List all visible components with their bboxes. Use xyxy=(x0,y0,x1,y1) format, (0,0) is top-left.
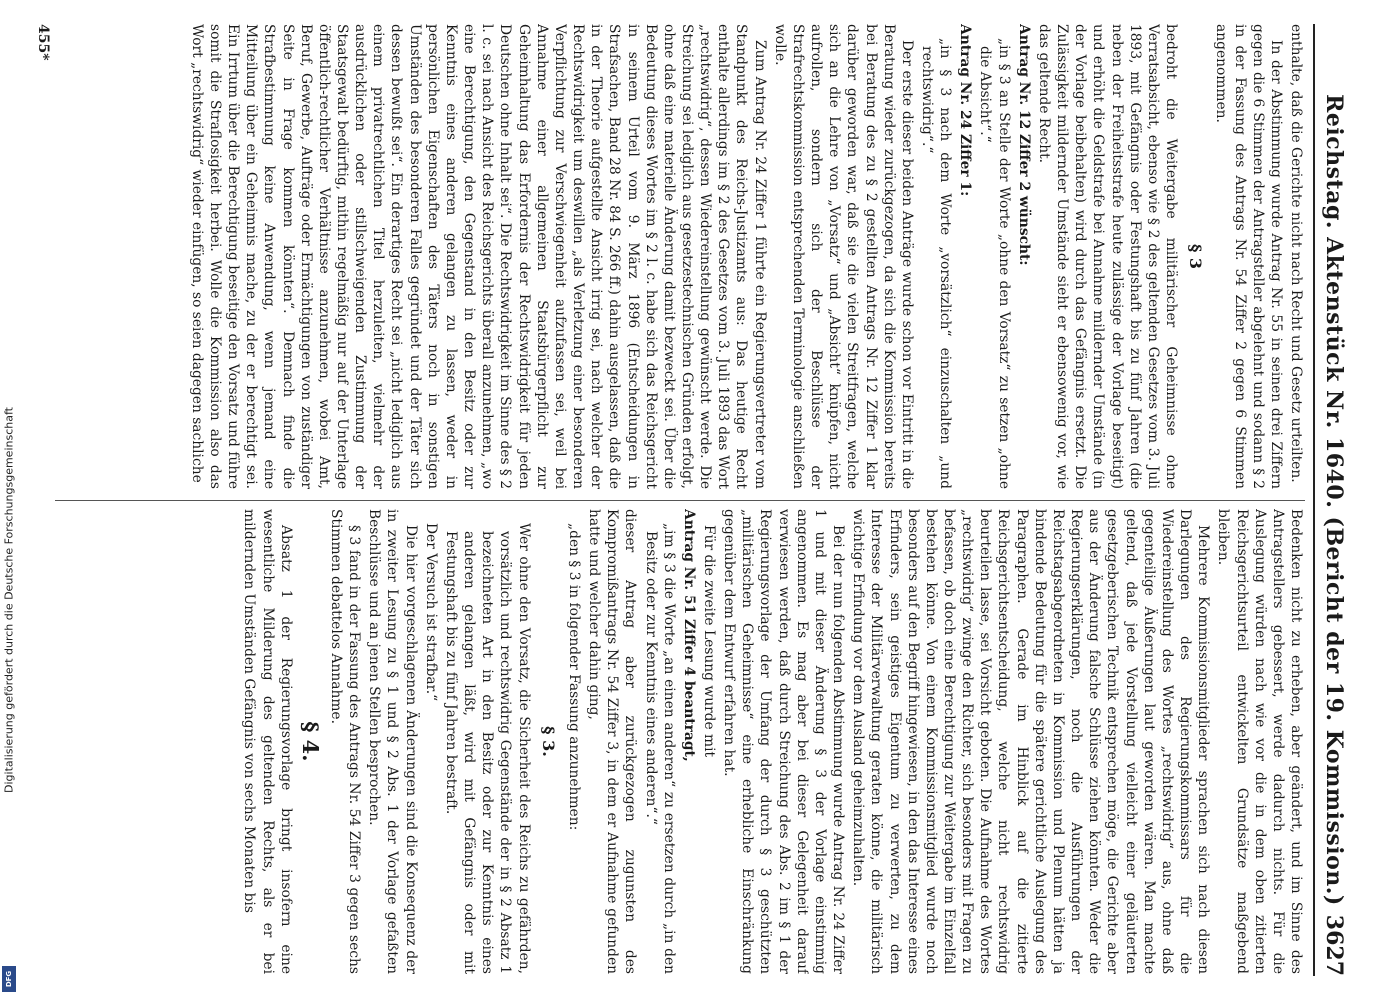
section-heading-4: § 4. xyxy=(297,721,323,762)
header-title: Reichstag. Aktenstück Nr. 1640. (Bericht der 19. Kommission.) xyxy=(1321,94,1347,906)
paragraph: „den § 3 in folgender Fassung anzunehmen: xyxy=(565,523,582,831)
paragraph: Zum Antrag Nr. 24 Ziffer 1 führte ein Regierungsvertreter vom Standpunkt des Reichs-Justizamts aus: Das heutige Recht enthalte allerdings im § 2 des Gesetzes vom 3. Juli 1893 das Wort „rechtswidrig“, dessen Wiedereinstellung gewünscht werde. Die Streichung sei lediglich aus gesetzestechnischen Gründen erfolgt, ohne daß eine materielle Änderung damit bezweckt sei. Über die Bedeutung dieses Wortes im § 2 l. c. habe sich das Reichsgericht in seinem Urteil vom 9. März 1896 (Entscheidungen in Strafsachen, Band 28 Nr. 84 S. 266 ff.) dahin ausgelassen, daß die in der Theorie aufgestellte Ansicht irrig sei, nach welcher der Rechtswidrigkeit um deswillen „als Verletzung einer besonderen Verpflichtung zur Verschwiegenheit aufzufassen sei, weil bei Annahme einer allgemeinen Staatsbürgerpflicht zur Geheimhaltung das Erfordernis der Rechtswidrigkeit für jeden Deutschen ohne Inhalt sei“. Die Rechtswidrigkeit im Sinne des § 2 l. c. sei nach Ansicht des Reichsgerichts überall anzunehmen, „wo eine Berechtigung, den Gegenstand in den Besitz oder zur Kenntnis eines anderen gelangen zu lassen, weder in persönlichen Eigenschaften des Täters noch in sonstigen Umständen des besonderen Falles gegründet und der Täter sich dessen bewußt sei“. Ein derartiges Recht sei „nicht lediglich aus einem privatrechtlichen Titel herzuleiten, vielmehr der ausdrücklichen oder stillschweigenden Zustimmung der Staatsgewalt bedürftig, mithin regelmäßig nur auf der Unterlage öffentlich-rechtlicher Verhältnisse anzunehmen, wobei Amt, Beruf, Gewerbe, Aufträge oder Ermächtigungen von zuständiger Seite in Frage kommen könnten“. Demnach finde die Strafbestimmung keine Anwendung, wenn jemand eine Mitteilung über ein Geheimnis mache, zu der er berechtigt sei. Ein Irrtum über die Berechtigung beseitige den Vorsatz und führe somit die Straflosigkeit herbei. Wolle die Kommission also das Wort „rechtswidrig“ wieder einfügen, so seien dagegen sachliche xyxy=(188,24,768,489)
motion-heading: Antrag Nr. 51 Ziffer 4 beantragt, xyxy=(680,509,697,762)
paragraph: § 3 fand in der Fassung des Antrags Nr. 54 Ziffer 3 gegen sechs Stimmen debattelos Annahme. xyxy=(328,509,363,974)
document-page-content xyxy=(27,14,1355,986)
quoted-text: Wer ohne den Vorsatz, die Sicherheit des Reichs zu gefährden, vorsätzlich und rechtswidrig Gegenstände der in § 2 Absatz 1 bezeichneten Art in den Besitz oder zur Kenntnis eines anderen gelangen läßt, wird mit Gefängnis oder mit Festungshaft bis zu fünf Jahren bestraft. xyxy=(442,523,532,974)
running-header xyxy=(1313,24,1349,976)
paragraph: enthalte, daß die Gerichte nicht nach Recht und Gesetz urteilten. xyxy=(1288,24,1304,483)
digitization-note-text: Digitalisierung gefördert durch die Deutsche Forschungsgemeinschaft xyxy=(2,407,16,793)
document-page xyxy=(27,14,1355,986)
motion-heading: Antrag Nr. 12 Ziffer 2 wünscht: xyxy=(1015,24,1032,266)
paragraph: Der erste dieser beiden Anträge wurde schon vor Eintritt in die Beratung wieder zurückgezogen, da sich die Kommission bereits bei Beratung des zu § 2 gestellten Antrags Nr. 12 Ziffer 1 klar darüber geworden war, daß sie die vielen Streitfragen, welche sich an die Lehre von „Vorsatz“ und „Absicht“ knüpfen, nicht aufrollen, sondern sich der Beschlüsse der Strafrechtskommission entsprechenden Terminologie anschließen wolle. xyxy=(771,24,915,489)
paragraph: In der Abstimmung wurde Antrag Nr. 55 in seinen drei Ziffern gegen die 6 Stimmen der Antragsteller abgelehnt und sodann § 2 in der Fassung des Antrags Nr. 54 Ziffer 2 gegen 6 Stimmen angenommen. xyxy=(1213,24,1284,489)
motion-text: „in § 3 an Stelle der Worte „ohne den Vorsatz“ zu setzen „ohne die Absicht“.“ xyxy=(977,38,1012,489)
motion-heading: Antrag Nr. 24 Ziffer 1: xyxy=(957,24,974,197)
paragraph: Bei der nun folgenden Abstimmung wurde Antrag Nr. 24 Ziffer 1 und mit dieser Änderung § 3 der Vorlage einstimmig angenommen. Es mag aber bei dieser Gelegenheit darauf verwiesen werden, daß durch Streichung des Abs. 2 im § 1 der Regierungsvorlage der Umfang der durch § 3 geschützten „militärischen Geheimnisse“ eine erhebliche Einschränkung gegenüber dem Entwurf erfahren hat. xyxy=(721,509,847,974)
paragraph: Für die zweite Lesung wurde mit xyxy=(701,525,717,758)
paragraph: Mehrere Kommissionsmitglieder sprachen sich nach diesen Darlegungen des Regierungskommissars für die Wiedereinstellung des Wortes „rechtswidrig“ aus, ohne daß gegenteilige Äußerungen laut geworden wären. Man machte geltend, daß jede Vorstellung vielleicht einer geläuterten gesetzgeberischen Technik entsprechen möge, die Gerichte aber aus der Änderung falsche Schlüsse ziehen könnten. Weder die Regierungserklärungen, noch die Ausführungen der Reichstagsabgeordneten in Kommission und Plenum hätten ja bindende Bedeutung für die spätere gerichtliche Auslegung des Paragraphen. Gerade im Hinblick auf die zitierte Reichsgerichtsentscheidung, welche nicht rechtswidrig beurteilen lasse, sei Vorsicht geboten. Die Aufnahme des Wortes „rechtswidrig“ zwinge den Richter, sich besonders mit Fragen zu befassen, ob doch eine Berechtigung zur Weitergabe im Einzelfall bestehen könne. Von einem Kommissionsmitglied wurde noch besonders auf den Begriff hingewiesen, in den das Interesse eines Erfinders, sein geistiges Eigentum zu verwerten, zu dem Interesse der Militärverwaltung geraten könne, die militärisch wichtige Erfindung vor dem Ausland geheimzuhalten. xyxy=(850,509,1212,974)
paragraph: Absatz 1 der Regierungsvorlage bringt insofern eine wesentliche Milderung des geltenden Rechts, als er bei mildernden Umständen Gefängnis von sechs Monaten bis xyxy=(241,509,294,974)
motion-text: „im § 3 die Worte „an einen anderen“ zu ersetzen durch „in den Besitz oder zur Kenntnis eines anderen“.“ xyxy=(642,523,677,974)
page-number: 3627 xyxy=(1321,914,1347,976)
column-divider xyxy=(55,500,1305,501)
quoted-text: Der Versuch ist strafbar.“ xyxy=(422,523,439,702)
right-column xyxy=(43,509,1305,974)
paragraph: dieser Antrag aber zurückgezogen zugunsten des Kompromißantrags Nr. 54 Ziffer 3, in dem er Aufnahme gefunden hatte und welcher dahin ging, xyxy=(586,509,639,974)
sheet-number: 455* xyxy=(35,24,51,61)
dfg-logo: DFG xyxy=(2,966,16,992)
paragraph: bedroht die Weitergabe militärischer Geheimnisse ohne Verratsabsicht, ebenso wie § 2 des geltenden Gesetzes vom 3. Juli 1893, mit Gefängnis oder Festungshaft bis zu fünf Jahren (die neben der Freiheitsstrafe heute zulässige der Vorlage beseitigt) und erhöht die Geldstrafe bei Annahme mildernder Umstände (in der Vorlage beibehalten) wird durch das Gefängnis ersetzt. Die Zulässigkeit mildernder Umstände sieht er ebensowenig vor, wie das geltende Recht. xyxy=(1035,24,1180,489)
paragraph: Bedenken nicht zu erheben, aber geändert, und im Sinne des Antragstellers gebessert, werde dadurch nichts. Für die Auslegung würden nach wie vor die in dem oben zitierten Reichsgerichtsurteil entwickelten Grundsätze maßgebend bleiben. xyxy=(1215,509,1304,974)
paragraph: Die hier vorgeschlagenen Änderungen sind die Konsequenz der in zweiter Lesung zu § 1 und § 2 Abs. 1 der Vorlage gefaßten Beschlüsse und an jenen Stellen besprochen. xyxy=(366,509,419,974)
motion-text: „in § 3 nach dem Worte „vorsätzlich“ einzuschalten „und rechtswidrig“.“ xyxy=(919,38,954,489)
left-column xyxy=(43,24,1305,489)
digitization-note xyxy=(0,0,18,1000)
section-heading-3: § 3 xyxy=(1186,243,1206,270)
section-heading-3-quoted: § 3. xyxy=(538,726,558,757)
